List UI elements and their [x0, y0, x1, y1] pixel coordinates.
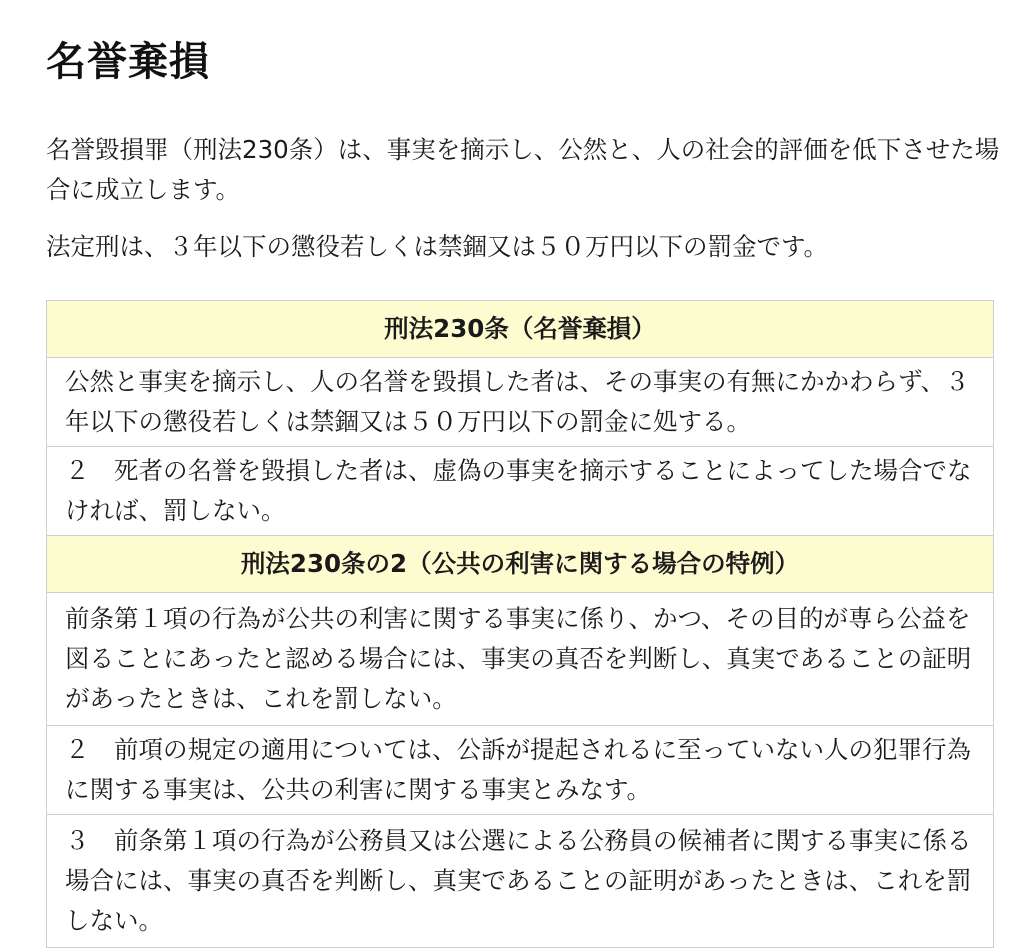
table-row-header [47, 536, 994, 593]
article-230-2-heading: 刑法230条の2（公共の利害に関する場合の特例） [47, 536, 994, 593]
article-230-2-paragraph-2: ２ 前項の規定の適用については、公訴が提起されるに至っていない人の犯罪行為に関する事実は、公共の利害に関する事実とみなす。 [47, 726, 994, 815]
table-row [47, 815, 994, 948]
article-230-paragraph-1: 公然と事実を摘示し、人の名誉を毀損した者は、その事実の有無にかかわらず、３年以下の懲役若しくは禁錮又は５０万円以下の罰金に処する。 [47, 358, 994, 447]
intro-paragraph: 名誉毀損罪（刑法230条）は、事実を摘示し、公然と、人の社会的評価を低下させた場合に成立します。 [46, 135, 1000, 204]
page-title: 名誉棄損 [46, 39, 210, 85]
penalty-paragraph: 法定刑は、３年以下の懲役若しくは禁錮又は５０万円以下の罰金です。 [46, 232, 829, 261]
statute-table [46, 300, 994, 948]
article-230-2-paragraph-1: 前条第１項の行為が公共の利害に関する事実に係り、かつ、その目的が専ら公益を図ることにあったと認める場合には、事実の真否を判断し、真実であることの証明があったときは、これを罰しない。 [47, 593, 994, 726]
table-row [47, 447, 994, 536]
article-230-paragraph-2: ２ 死者の名誉を毀損した者は、虚偽の事実を摘示することによってした場合でなければ、罰しない。 [47, 447, 994, 536]
table-row [47, 593, 994, 726]
table-row [47, 358, 994, 447]
table-row [47, 726, 994, 815]
article-230-heading: 刑法230条（名誉棄損） [47, 301, 994, 358]
table-row-header [47, 301, 994, 358]
article-230-2-paragraph-3: ３ 前条第１項の行為が公務員又は公選による公務員の候補者に関する事実に係る場合には、事実の真否を判断し、真実であることの証明があったときは、これを罰しない。 [47, 815, 994, 948]
